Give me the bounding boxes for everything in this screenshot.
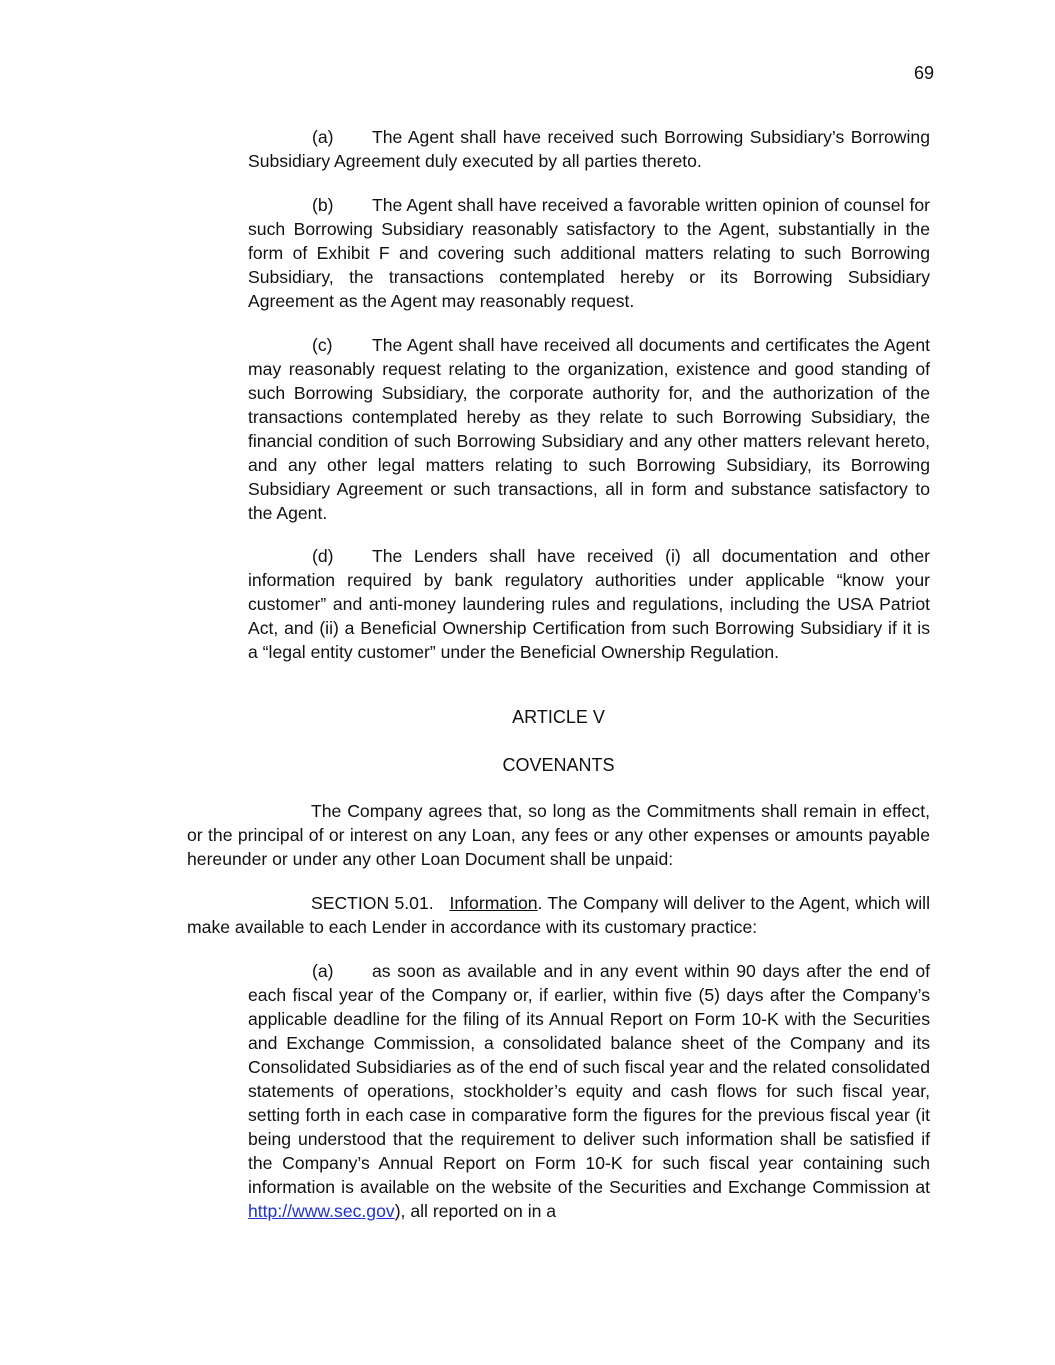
article-subtitle: COVENANTS [502,755,615,775]
covenants-intro [187,799,930,871]
paragraph-text: The Agent shall have received all documents and certificates the Agent may reasonably request relating to the organization, existence and good standing of such Borrowing Subsidiary, the corporate authority for, and the authorization of the transactions contemplated hereby as they relate to such Borrowing Subsidiary, the financial condition of such Borrowing Subsidiary and any other matters relevant hereto, and any other legal matters relating to such Borrowing Subsidiary, its Borrowing Subsidiary Agreement or such transactions, all in form and substance satisfactory to the Agent. [248,335,930,523]
paragraph-text: The Agent shall have received such Borrowing Subsidiary’s Borrowing Subsidiary Agreement duly executed by all parties thereto. [248,127,930,171]
section-5-01 [187,891,930,939]
section-text: . The Company will deliver to the Agent, which will make available to each Lender in accordance with its customary practice: [187,893,930,937]
paragraph-label: (b) [312,195,334,215]
paragraph-label: (a) [312,127,334,147]
intro-text: The Company agrees that, so long as the Commitments shall remain in effect, or the principal of or interest on any Loan, any fees or any other expenses or amounts payable hereunder or under any other Loan Document shall be unpaid: [187,801,930,869]
paragraph-label: (d) [312,546,334,566]
paragraph-label: (c) [312,335,333,355]
section-heading: Information [449,893,538,913]
article-title: ARTICLE V [512,707,605,727]
sec-website-link[interactable]: http://www.sec.gov [248,1201,395,1221]
paragraph-c [248,333,930,525]
paragraph-text: The Agent shall have received a favorable written opinion of counsel for such Borrowing Subsidiary reasonably satisfactory to the Agent, substantially in the form of Exhibit F and covering such additional matters relating to such Borrowing Subsidiary, the transactions contemplated hereby or its Borrowing Subsidiary Agreement as the Agent may reasonably request. [248,195,930,311]
paragraph-text: The Lenders shall have received (i) all documentation and other information required by bank regulatory authorities under applicable “know your customer” and anti-money laundering rules and regulations, including the USA Patriot Act, and (ii) a Beneficial Ownership Certification from such Borrowing Subsidiary if it is a “legal entity customer” under the Beneficial Ownership Regulation. [248,546,930,662]
paragraph-a [248,125,930,173]
item-text: as soon as available and in any event within 90 days after the end of each fiscal year of the Company or, if earlier, within five (5) days after the Company’s applicable deadline for the filing of its Annual Report on Form 10-K with the Securities and Exchange Commission, a consolidated balance sheet of the Company and its Consolidated Subsidiaries as of the end of such fiscal year and the related consolidated statements of operations, stockholder’s equity and cash flows for such fiscal year, setting forth in each case in comparative form the figures for the previous fiscal year (it being understood that the requirement to deliver such information shall be satisfied if the Company’s Annual Report on Form 10-K for such fiscal year containing such information is available on the website of the Securities and Exchange Commission at [248,961,930,1197]
item-text-end: ), all reported on in a [394,1201,557,1221]
paragraph-d [248,544,930,664]
item-a [248,959,930,1223]
paragraph-b [248,193,930,313]
item-label: (a) [312,961,334,981]
page-number: 69 [913,63,934,83]
section-number: SECTION 5.01. [311,893,434,913]
